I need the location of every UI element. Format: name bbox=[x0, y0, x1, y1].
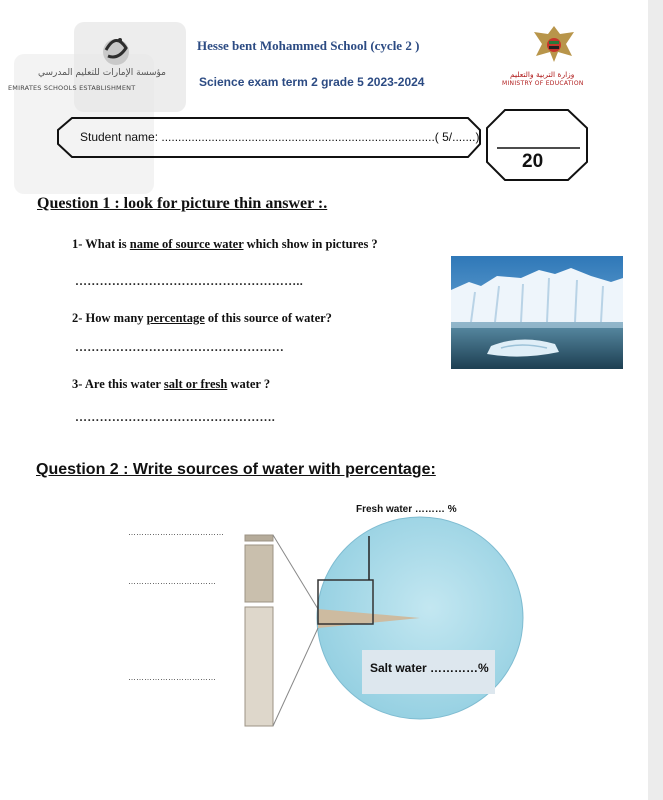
question-1-item-2: 2- How many percentage of this source of water? bbox=[72, 311, 332, 325]
ese-english-name: EMIRATES SCHOOLS ESTABLISHMENT bbox=[8, 84, 136, 92]
school-name: Hesse bent Mohammed School (cycle 2 ) bbox=[197, 38, 420, 53]
moe-arabic-name: وزارة التربية والتعليم bbox=[510, 70, 575, 79]
question-2-heading: Question 2 : Write sources of water with percentage: bbox=[36, 461, 436, 478]
answer-line-1[interactable]: ……………………………………………….. bbox=[75, 274, 303, 288]
exam-title: Science exam term 2 grade 5 2023-2024 bbox=[199, 75, 425, 89]
fresh-water-label[interactable]: Fresh water ……… % bbox=[356, 504, 457, 515]
score-total: 20 bbox=[522, 151, 544, 172]
salt-water-label[interactable]: Salt water …………% bbox=[370, 661, 489, 675]
bar-segment-top bbox=[245, 535, 273, 541]
answer-line-2[interactable]: …………………………………………… bbox=[75, 340, 285, 354]
student-name-field[interactable]: Student name: ..................................................................................( 5/.......) bbox=[80, 130, 480, 144]
bar-answer-line-top[interactable]: ……………………………… bbox=[128, 528, 224, 537]
question-1-heading: Question 1 : look for picture thin answer :. bbox=[37, 195, 328, 212]
bar-answer-line-bottom[interactable]: …………………………… bbox=[128, 673, 216, 682]
moe-english-name: MINISTRY OF EDUCATION bbox=[502, 80, 584, 87]
bar-answer-line-middle[interactable]: …………………………… bbox=[128, 577, 216, 586]
bar-segment-middle bbox=[245, 545, 273, 602]
question-1-item-3: 3- Are this water salt or fresh water ? bbox=[72, 377, 271, 391]
ese-arabic-name: مؤسسة الإمارات للتعليم المدرسي bbox=[38, 68, 166, 78]
answer-line-3[interactable]: …………………………………………. bbox=[75, 410, 276, 424]
bar-segment-bottom bbox=[245, 607, 273, 726]
question-1-item-1: 1- What is name of source water which show in pictures ? bbox=[72, 237, 378, 251]
